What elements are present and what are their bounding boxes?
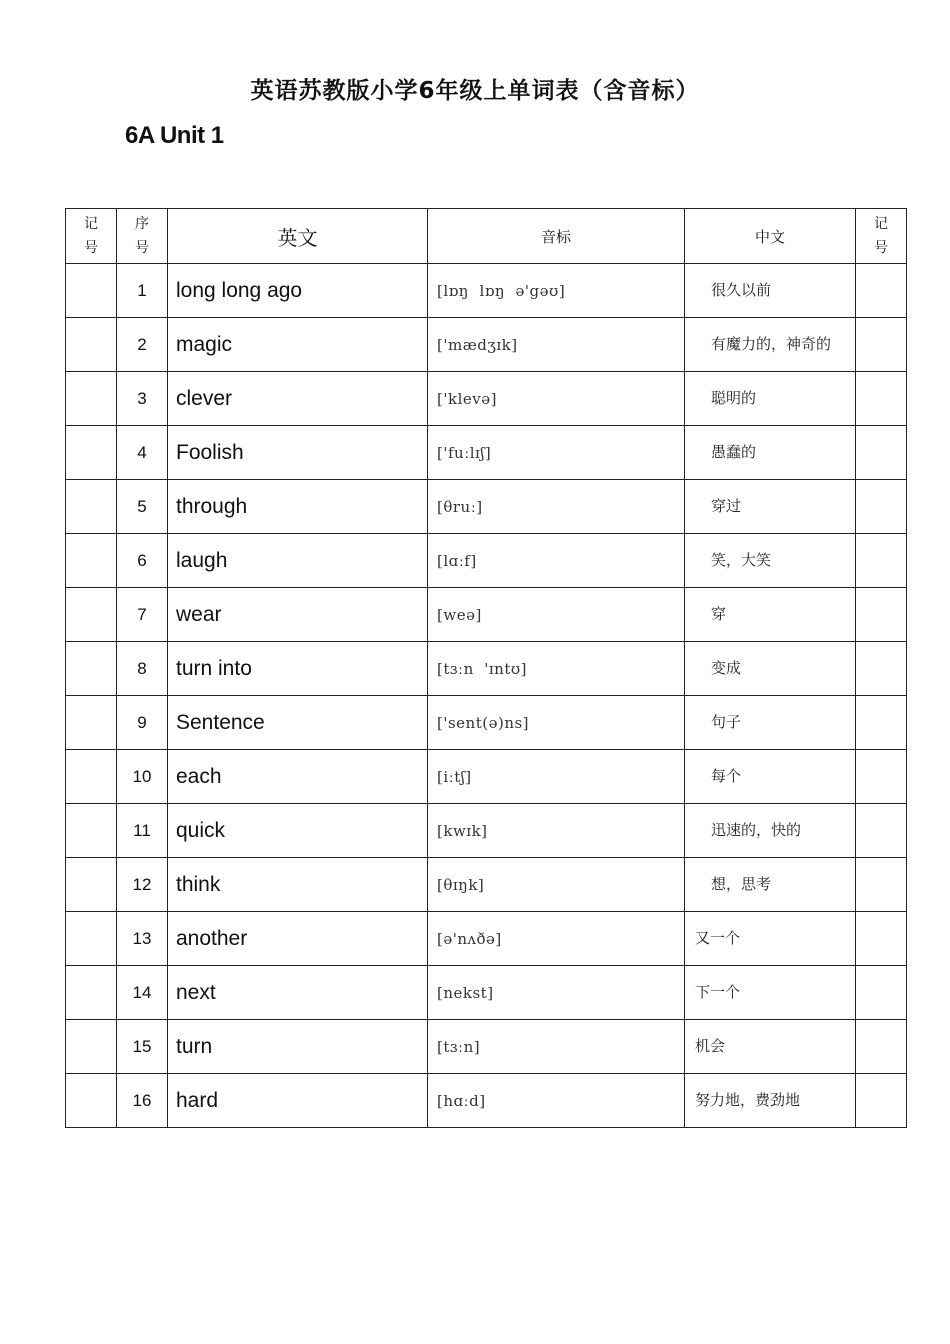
english-word: next (168, 966, 428, 1020)
table-row (66, 480, 907, 534)
phonetic-transcription: [tɜːn] (428, 1020, 685, 1074)
phonetic-transcription: [iːtʃ] (428, 750, 685, 804)
chinese-meaning-text: 变成 (711, 659, 742, 677)
chinese-meaning-text: 迅速的，快的 (711, 821, 802, 839)
chinese-meaning (685, 588, 856, 642)
header-number (117, 209, 168, 264)
chinese-meaning-text: 每个 (711, 767, 742, 785)
mark-right-cell (856, 912, 907, 966)
mark-right-cell (856, 1020, 907, 1074)
chinese-meaning-text: 有魔力的，神奇的 (711, 335, 832, 353)
chinese-meaning-text: 笑，大笑 (711, 551, 772, 569)
phonetic-transcription: ['fuːlɪʃ] (428, 426, 685, 480)
chinese-meaning (685, 804, 856, 858)
english-word: turn into (168, 642, 428, 696)
row-number: 1 (117, 264, 168, 318)
mark-right-cell (856, 1074, 907, 1128)
chinese-meaning-text: 穿 (711, 605, 727, 623)
header-mark-right-char1: 记 (874, 216, 888, 232)
table-row (66, 804, 907, 858)
mark-left-cell (66, 1074, 117, 1128)
mark-left-cell (66, 264, 117, 318)
row-number: 4 (117, 426, 168, 480)
chinese-meaning-text: 想，思考 (711, 875, 772, 893)
chinese-meaning (685, 1020, 856, 1074)
chinese-meaning (685, 318, 856, 372)
chinese-meaning-text: 很久以前 (711, 281, 772, 299)
phonetic-transcription: ['mædʒɪk] (428, 318, 685, 372)
unit-heading: 6A Unit 1 (125, 122, 224, 149)
phonetic-transcription: [θruː] (428, 480, 685, 534)
english-word: Sentence (168, 696, 428, 750)
mark-left-cell (66, 912, 117, 966)
english-word: long long ago (168, 264, 428, 318)
english-word: wear (168, 588, 428, 642)
phonetic-transcription: [nekst] (428, 966, 685, 1020)
chinese-meaning-text: 努力地，费劲地 (695, 1091, 801, 1109)
row-number: 7 (117, 588, 168, 642)
chinese-meaning (685, 264, 856, 318)
mark-right-cell (856, 858, 907, 912)
mark-left-cell (66, 804, 117, 858)
english-word: clever (168, 372, 428, 426)
chinese-meaning (685, 1074, 856, 1128)
mark-left-cell (66, 858, 117, 912)
table-row (66, 750, 907, 804)
table-row (66, 426, 907, 480)
table-row (66, 966, 907, 1020)
mark-left-cell (66, 696, 117, 750)
chinese-meaning (685, 480, 856, 534)
phonetic-transcription: [tɜːn 'ɪntʊ] (428, 642, 685, 696)
phonetic-transcription: [θɪŋk] (428, 858, 685, 912)
table-header-row (66, 209, 907, 264)
chinese-meaning (685, 750, 856, 804)
header-mark-left (66, 209, 117, 264)
mark-right-cell (856, 966, 907, 1020)
english-word: laugh (168, 534, 428, 588)
header-mark-right (856, 209, 907, 264)
phonetic-transcription: [ə'nʌðə] (428, 912, 685, 966)
mark-left-cell (66, 966, 117, 1020)
english-word: magic (168, 318, 428, 372)
table-row (66, 858, 907, 912)
mark-left-cell (66, 426, 117, 480)
row-number: 11 (117, 804, 168, 858)
chinese-meaning (685, 534, 856, 588)
chinese-meaning-text: 穿过 (711, 497, 742, 515)
english-word: quick (168, 804, 428, 858)
table-row (66, 534, 907, 588)
mark-right-cell (856, 696, 907, 750)
row-number: 3 (117, 372, 168, 426)
table-row (66, 696, 907, 750)
header-phonetic: 音标 (428, 209, 685, 264)
header-mark-left-char2: 号 (84, 240, 98, 256)
mark-left-cell (66, 372, 117, 426)
chinese-meaning-text: 聪明的 (711, 389, 757, 407)
row-number: 12 (117, 858, 168, 912)
table-row (66, 372, 907, 426)
table-row (66, 318, 907, 372)
header-mark-right-char2: 号 (874, 240, 888, 256)
mark-right-cell (856, 372, 907, 426)
english-word: each (168, 750, 428, 804)
table-row (66, 912, 907, 966)
table-row (66, 588, 907, 642)
phonetic-transcription: [weə] (428, 588, 685, 642)
chinese-meaning-text: 又一个 (695, 929, 741, 947)
mark-right-cell (856, 588, 907, 642)
chinese-meaning (685, 966, 856, 1020)
chinese-meaning (685, 642, 856, 696)
mark-left-cell (66, 642, 117, 696)
mark-right-cell (856, 804, 907, 858)
page-title: 英语苏教版小学6年级上单词表（含音标） (250, 78, 700, 104)
phonetic-transcription: [lɒŋ lɒŋ ə'gəʊ] (428, 264, 685, 318)
english-word: hard (168, 1074, 428, 1128)
header-english: 英文 (168, 209, 428, 264)
chinese-meaning (685, 912, 856, 966)
chinese-meaning (685, 372, 856, 426)
chinese-meaning-text: 句子 (711, 713, 742, 731)
chinese-meaning-text: 愚蠢的 (711, 443, 757, 461)
phonetic-transcription: ['klevə] (428, 372, 685, 426)
row-number: 13 (117, 912, 168, 966)
row-number: 9 (117, 696, 168, 750)
phonetic-transcription: [kwɪk] (428, 804, 685, 858)
mark-right-cell (856, 318, 907, 372)
header-number-char2: 号 (135, 240, 149, 256)
table-row (66, 1020, 907, 1074)
phonetic-transcription: [lɑːf] (428, 534, 685, 588)
mark-left-cell (66, 534, 117, 588)
mark-left-cell (66, 750, 117, 804)
vocabulary-table (65, 208, 907, 1128)
header-chinese: 中文 (685, 209, 856, 264)
chinese-meaning (685, 426, 856, 480)
table-row (66, 264, 907, 318)
chinese-meaning-text: 下一个 (695, 983, 741, 1001)
english-word: Foolish (168, 426, 428, 480)
chinese-meaning (685, 696, 856, 750)
row-number: 10 (117, 750, 168, 804)
mark-left-cell (66, 588, 117, 642)
mark-right-cell (856, 264, 907, 318)
mark-right-cell (856, 534, 907, 588)
table-row (66, 642, 907, 696)
phonetic-transcription: ['sent(ə)ns] (428, 696, 685, 750)
header-mark-left-char1: 记 (84, 216, 98, 232)
row-number: 5 (117, 480, 168, 534)
row-number: 2 (117, 318, 168, 372)
english-word: think (168, 858, 428, 912)
mark-left-cell (66, 318, 117, 372)
row-number: 16 (117, 1074, 168, 1128)
chinese-meaning-text: 机会 (695, 1037, 726, 1055)
row-number: 8 (117, 642, 168, 696)
mark-right-cell (856, 480, 907, 534)
header-number-char1: 序 (135, 216, 149, 232)
table-row (66, 1074, 907, 1128)
english-word: another (168, 912, 428, 966)
english-word: through (168, 480, 428, 534)
row-number: 15 (117, 1020, 168, 1074)
mark-right-cell (856, 426, 907, 480)
chinese-meaning (685, 858, 856, 912)
english-word: turn (168, 1020, 428, 1074)
mark-right-cell (856, 642, 907, 696)
row-number: 14 (117, 966, 168, 1020)
mark-right-cell (856, 750, 907, 804)
mark-left-cell (66, 480, 117, 534)
row-number: 6 (117, 534, 168, 588)
mark-left-cell (66, 1020, 117, 1074)
phonetic-transcription: [hɑːd] (428, 1074, 685, 1128)
